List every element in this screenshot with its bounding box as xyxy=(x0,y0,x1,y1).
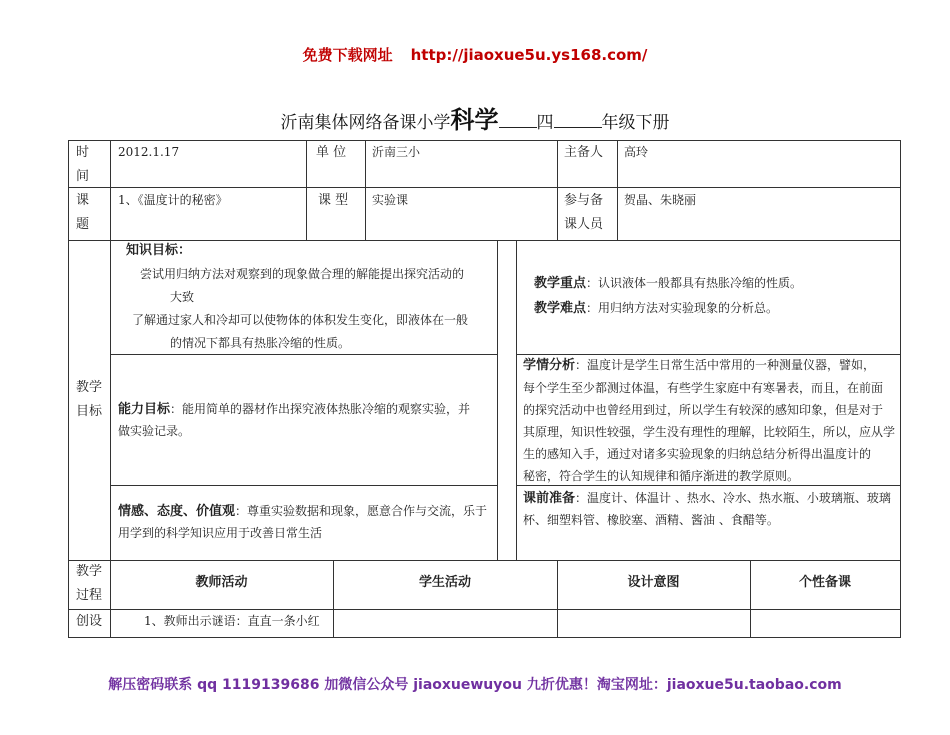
unit-label: 单 位 xyxy=(316,145,347,160)
topic-label: 课题 xyxy=(76,193,90,232)
create-label: 创设 xyxy=(76,614,103,629)
emotion-text2: 用学到的科学知识应用于改善日常生活 xyxy=(118,526,323,540)
title-grade: 四 xyxy=(536,113,554,133)
analysis-block xyxy=(523,354,901,487)
process-label: 教学过程 xyxy=(76,564,103,603)
title-blank-1 xyxy=(499,127,537,128)
knowledge-line1: 尝试用归纳方法对观察到的现象做合理的解能提出探究活动的 xyxy=(140,267,465,281)
ability-goal xyxy=(118,398,470,421)
prep-line-1 xyxy=(523,487,891,510)
emotion-text: ：尊重实验数据和现象，愿意合作与交流，乐于 xyxy=(235,504,488,518)
ability-title: 能力目标 xyxy=(118,402,171,417)
preparer-value: 高玲 xyxy=(624,145,649,159)
analysis-title: 学情分析 xyxy=(523,358,576,373)
analysis-line-3: 的探究活动中也曾经用到过，所以学生有较深的感知印象，但是对于 xyxy=(523,403,884,417)
emotion-title: 情感、态度、价值观 xyxy=(118,504,236,519)
contact-footer: 解压密码联系 qq 1119139686 加微信公众号 jiaoxuewuyou 九折优惠！淘宝网址：jiaoxue5u.taobao.com xyxy=(108,677,842,693)
header-teacher: 教师活动 xyxy=(195,575,248,590)
header-design: 设计意图 xyxy=(627,575,680,590)
key-title: 教学重点 xyxy=(534,276,587,291)
header-personal: 个性备课 xyxy=(798,575,851,590)
goals-label: 教学目标 xyxy=(76,380,103,419)
analysis-line-2: 每个学生至少都测过体温，有些学生家庭中有寒暑表，而且，在前面 xyxy=(523,381,884,395)
key-text: ：认识液体一般都具有热胀冷缩的性质。 xyxy=(586,276,803,290)
analysis-line-5: 生的感知入手，通过对诸多实验现象的归纳总结分析得出温度计的 xyxy=(523,447,872,461)
title-prefix: 沂南集体网络备课小学 xyxy=(280,113,451,133)
knowledge-line1b: 大致 xyxy=(170,290,195,304)
difficulty-title: 教学难点 xyxy=(534,301,587,316)
knowledge-line2b: 的情况下都具有热胀冷缩的性质。 xyxy=(170,336,351,350)
knowledge-line2: 了解通过家人和冷却可以使物体的体积发生变化，即液体在一般 xyxy=(132,313,469,327)
participants-value: 贺晶、朱晓丽 xyxy=(624,193,697,207)
type-value: 实验课 xyxy=(372,193,409,207)
prep-title: 课前准备 xyxy=(523,491,576,506)
download-header xyxy=(0,44,950,65)
analysis-line-6: 秘密，符合学生的认知规律和循序渐进的教学原则。 xyxy=(523,469,800,483)
time-label: 时间 xyxy=(76,145,90,184)
analysis-line-1 xyxy=(523,354,901,377)
title-subject: 科学 xyxy=(450,106,499,134)
difficulty-point xyxy=(534,297,778,320)
analysis-line-4: 其原理，知识性较强，学生没有理性的理解，比较陌生，所以，应从学 xyxy=(523,425,896,439)
participants-label: 参与备课人员 xyxy=(564,193,604,232)
topic-value: 1、《温度计的秘密》 xyxy=(118,193,228,207)
emotion-goal xyxy=(118,500,487,523)
teacher-activity-1: 1、教师出示谜语：直直一条小红 xyxy=(144,614,320,628)
time-value: 2012.1.17 xyxy=(118,145,180,159)
download-label: 免费下载网址 xyxy=(302,46,393,64)
title-blank-2 xyxy=(554,127,602,128)
header-student: 学生活动 xyxy=(418,575,471,590)
analysis-text-1: ：温度计是学生日常生活中常用的一种测量仪器，譬如， xyxy=(575,358,876,372)
key-point xyxy=(534,272,802,295)
knowledge-title: 知识目标： xyxy=(126,243,192,258)
unit-value: 沂南三小 xyxy=(372,145,421,159)
ability-text: ：能用简单的器材作出探究液体热胀冷缩的观察实验，并 xyxy=(170,402,471,416)
prep-text: ：温度计、体温计 、热水、冷水、热水瓶、小玻璃瓶、玻璃 xyxy=(575,491,891,505)
ability-text2: 做实验记录。 xyxy=(118,424,191,438)
type-label: 课 型 xyxy=(318,193,349,208)
difficulty-text: ：用归纳方法对实验现象的分析总。 xyxy=(586,301,779,315)
title-suffix: 年级下册 xyxy=(601,113,670,133)
page-title xyxy=(0,100,950,135)
preparer-label: 主备人 xyxy=(564,145,604,160)
download-url-link[interactable]: http://jiaoxue5u.ys168.com/ xyxy=(410,46,648,64)
prep-text2: 杯、细塑料管、橡胶塞、酒精、酱油 、食醋等。 xyxy=(523,513,779,527)
